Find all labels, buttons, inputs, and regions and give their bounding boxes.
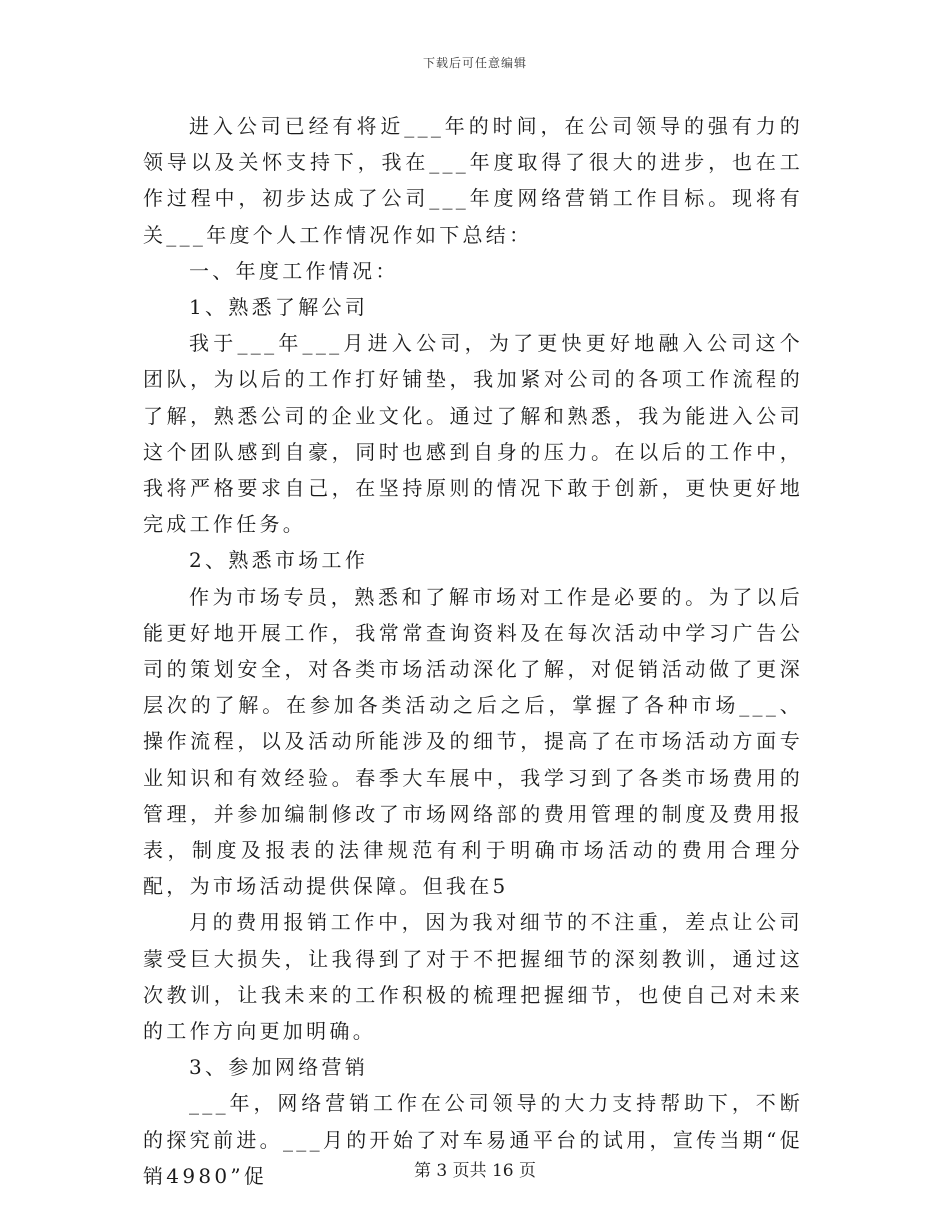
paragraph-intro: 进入公司已经有将近___年的时间，在公司领导的强有力的领导以及关怀支持下，我在___年度取得了很大的进步，也在工作过程中，初步达成了公司___年度网络营销工作目标。现将有关___年度个人工作情况作如下总结： xyxy=(143,114,803,247)
section-heading-annual-work: 一、年度工作情况： xyxy=(189,258,399,283)
paragraph-know-company: 我于___年___月进入公司，为了更快更好地融入公司这个团队，为以后的工作打好铺垫，我加紧对公司的各项工作流程的了解，熟悉公司的企业文化。通过了解和熟悉，我为能进入公司这个团队感到自豪，同时也感到自身的压力。在以后的工作中，我将严格要求自己，在坚持原则的情况下敢于创新，更快更好地完成工作任务。 xyxy=(143,331,803,537)
page-footer: 第 3 页共 16 页 xyxy=(413,1161,537,1181)
paragraph-know-market: 作为市场专员，熟悉和了解市场对工作是必要的。为了以后能更好地开展工作，我常常查询资料及在每次活动中学习广告公司的策划安全，对各类市场活动深化了解，对促销活动做了更深层次的了解。在参加各类活动之后之后，掌握了各种市场___、操作流程，以及活动所能涉及的细节，提高了在市场活动方面专业知识和有效经验。春季大车展中，我学习到了各类市场费用的管理，并参加编制修改了市场网络部的费用管理的制度及费用报表，制度及报表的法律规范有利于明确市场活动的费用合理分配，为市场活动提供保障。但我在5 xyxy=(143,584,803,899)
page-header: 下载后可任意编辑 xyxy=(422,56,527,70)
subheading-network-marketing: 3、参加网络营销 xyxy=(189,1055,369,1080)
subheading-know-market: 2、熟悉市场工作 xyxy=(189,548,369,573)
document-body xyxy=(143,108,803,1194)
paragraph-network-marketing: ___年，网络营销工作在公司领导的大力支持帮助下，不断的探究前进。___月的开始了对车易通平台的试用，宣传当期“促销4980”促 xyxy=(143,1091,803,1188)
paragraph-expense-lesson: 月的费用报销工作中，因为我对细节的不注重，差点让公司蒙受巨大损失，让我得到了对于不把握细节的深刻教训，通过这次教训，让我未来的工作积极的梳理把握细节，也使自己对未来的工作方向更加明确。 xyxy=(143,910,803,1044)
subheading-know-company: 1、熟悉了解公司 xyxy=(189,295,369,320)
